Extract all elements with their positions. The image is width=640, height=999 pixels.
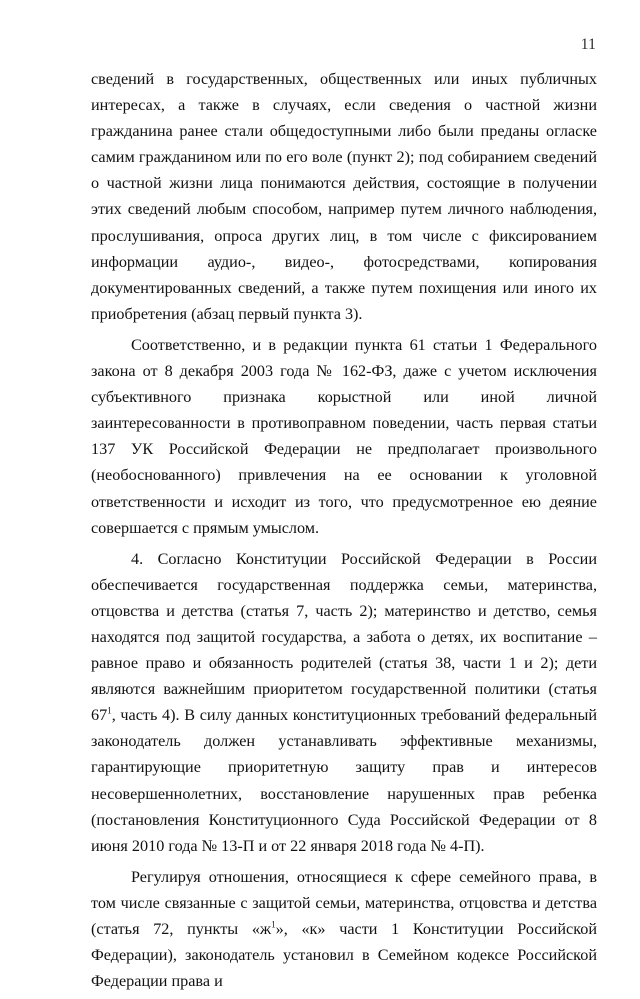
page-number: 11 bbox=[580, 36, 596, 53]
paragraph bbox=[91, 332, 597, 541]
paragraph bbox=[91, 864, 597, 994]
body-text bbox=[91, 66, 597, 999]
paragraph-text: сведений в государственных, общественных или иных публичных интересах, а также в случаях, если сведения о частной жизни гражданина ранее стали общедоступными либо были преданы огласке самим гражданином или по его воле (пункт 2); под собиранием сведений о частной жизни лица понимаются действия, состоящие в получении этих сведений любым способом, например путем личного наблюдения, прослушивания, опроса других лиц, в том числе с фиксированием информации аудио-, видео-, фотосредствами, копирования документированных сведений, а также путем похищения или иного их приобретения (абзац первый пункта 3). bbox=[91, 70, 597, 323]
superscript-text: 1 bbox=[271, 919, 276, 930]
paragraph bbox=[91, 66, 597, 327]
paragraph-text: , часть 4). В силу данных конституционных требований федеральный законодатель должен устанавливать эффективные механизмы, гарантирующие приоритетную защиту прав и интересов несовершеннолетних, восстановление нарушенных прав ребенка (постановления Конституционного Суда Российской Федерации от 8 июня 2010 года № 13-П и от 22 января 2018 года № 4-П). bbox=[91, 706, 597, 855]
paragraph-text: Регулируя отношения, относящиеся к сфере семейного права, в том числе связанные с защитой семьи, материнства, отцовства и детства (статья 72, пункты «ж bbox=[91, 867, 597, 938]
paragraph-text: », «к» части 1 Конституции Российской Федерации), законодатель установил в Семейном кодексе Российской Федерации права и bbox=[91, 920, 597, 991]
paragraph bbox=[91, 546, 597, 859]
paragraph-text: Соответственно, и в редакции пункта 61 статьи 1 Федерального закона от 8 декабря 2003 года № 162-ФЗ, даже с учетом исключения субъективного признака корыстной или иной личной заинтересованности в противоправном поведении, часть первая статьи 137 УК Российской Федерации не предполагает произвольного (необоснованного) привлечения на ее основании к уголовной ответственности и исходит из того, что предусмотренное ею деяние совершается с прямым умыслом. bbox=[91, 335, 597, 537]
superscript-text: 1 bbox=[107, 705, 112, 716]
paragraph-text: 4. Согласно Конституции Российской Федерации в России обеспечивается государственная поддержка семьи, материнства, отцовства и детства (статья 7, часть 2); материнство и детство, семья находятся под защитой государства, а забота о детях, их воспитание – равное право и обязанность родителей (статья 38, части 1 и 2); дети являются важнейшим приоритетом государственной политики (статья 67 bbox=[91, 549, 597, 725]
